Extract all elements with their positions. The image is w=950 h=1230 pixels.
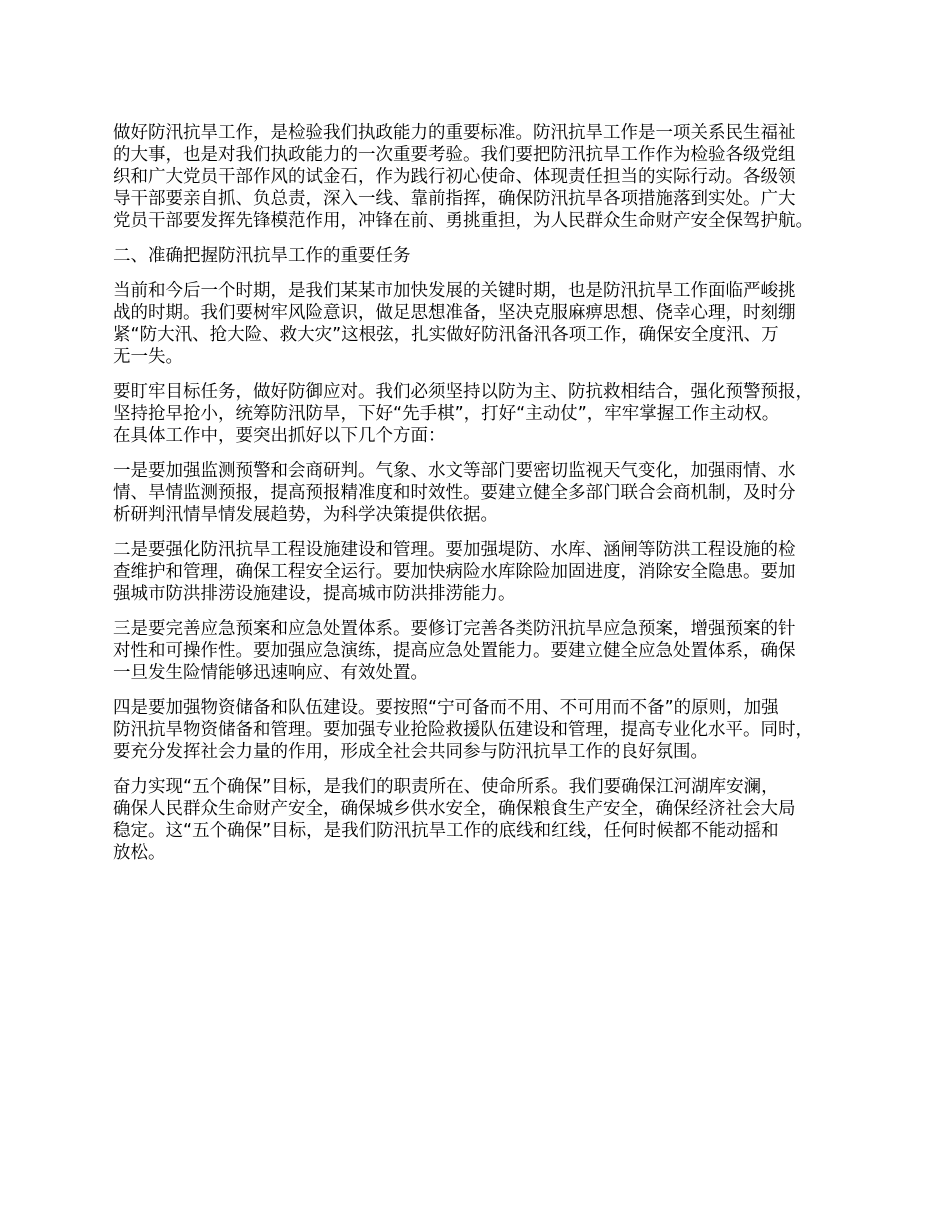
document-body	[113, 122, 855, 877]
text-line: 一旦发生险情能够迅速响应、有效处置。	[113, 663, 428, 683]
text-line: 导干部要亲自抓、负总责，深入一线、靠前指挥，确保防汛抗旱各项措施落到实处。广大	[113, 189, 796, 209]
text-line: 要充分发挥社会力量的作用，形成全社会共同参与防汛抗旱工作的良好氛围。	[113, 742, 708, 762]
text-line: 析研判汛情旱情发展趋势，为科学决策提供依据。	[113, 505, 498, 525]
text-line: 二是要强化防汛抗旱工程设施建设和管理。要加强堤防、水库、涵闸等防洪工程设施的检	[113, 540, 796, 560]
text-line: 奋力实现“五个确保”目标，是我们的职责所在、使命所系。我们要确保江河湖库安澜，	[113, 777, 779, 797]
text-line: 情、旱情监测预报，提高预报精准度和时效性。要建立健全多部门联合会商机制，及时分	[113, 483, 796, 503]
text-line: 放松。	[113, 843, 166, 863]
text-line: 做好防汛抗旱工作，是检验我们执政能力的重要标准。防汛抗旱工作是一项关系民生福祉	[113, 123, 796, 143]
text-line: 查维护和管理，确保工程安全运行。要加快病险水库除险加固进度，消除安全隐患。要加	[113, 562, 796, 582]
text-line: 在具体工作中，要突出抓好以下几个方面：	[113, 426, 446, 446]
paragraph-9	[113, 776, 855, 864]
text-line: 无一失。	[113, 347, 183, 367]
text-line: 坚持抢早抢小，统筹防汛防旱，下好“先手棋”，打好“主动仗”，牢牢掌握工作主动权。	[113, 404, 780, 424]
text-line: 防汛抗旱物资储备和管理。要加强专业抢险救援队伍建设和管理，提高专业化水平。同时，	[113, 720, 813, 740]
paragraph-4	[113, 381, 855, 447]
section-heading	[113, 245, 855, 267]
paragraph-6	[113, 539, 855, 605]
text-line: 稳定。这“五个确保”目标，是我们防汛抗旱工作的底线和红线，任何时候都不能动摇和	[113, 821, 779, 841]
text-line: 对性和可操作性。要加强应急演练，提高应急处置能力。要建立健全应急处置体系，确保	[113, 641, 796, 661]
text-line: 三是要完善应急预案和应急处置体系。要修订完善各类防汛抗旱应急预案，增强预案的针	[113, 619, 796, 639]
text-line: 确保人民群众生命财产安全，确保城乡供水安全，确保粮食生产安全，确保经济社会大局	[113, 799, 796, 819]
paragraph-8	[113, 697, 855, 763]
paragraph-7	[113, 618, 855, 684]
paragraph-3	[113, 280, 855, 368]
text-line: 的大事，也是对我们执政能力的一次重要考验。我们要把防汛抗旱工作作为检验各级党组	[113, 145, 796, 165]
text-line: 党员干部要发挥先锋模范作用，冲锋在前、勇挑重担，为人民群众生命财产安全保驾护航。	[113, 211, 813, 231]
text-line: 一是要加强监测预警和会商研判。气象、水文等部门要密切监视天气变化，加强雨情、水	[113, 461, 796, 481]
text-line: 战的时期。我们要树牢风险意识，做足思想准备，坚决克服麻痹思想、侥幸心理，时刻绷	[113, 303, 796, 323]
text-line: 强城市防洪排涝设施建设，提高城市防洪排涝能力。	[113, 584, 516, 604]
text-line: 当前和今后一个时期，是我们某某市加快发展的关键时期，也是防汛抗旱工作面临严峻挑	[113, 281, 796, 301]
paragraph-5	[113, 460, 855, 526]
paragraph-1	[113, 122, 855, 232]
text-line: 紧“防大汛、抢大险、救大灾”这根弦，扎实做好防汛备汛各项工作，确保安全度汛、万	[113, 325, 779, 345]
heading-text: 二、准确把握防汛抗旱工作的重要任务	[113, 246, 411, 266]
text-line: 织和广大党员干部作风的试金石，作为践行初心使命、体现责任担当的实际行动。各级领	[113, 167, 796, 187]
text-line: 要盯牢目标任务，做好防御应对。我们必须坚持以防为主、防抗救相结合，强化预警预报，	[113, 382, 813, 402]
text-line: 四是要加强物资储备和队伍建设。要按照“宁可备而不用、不可用而不备”的原则，加强	[113, 698, 779, 718]
